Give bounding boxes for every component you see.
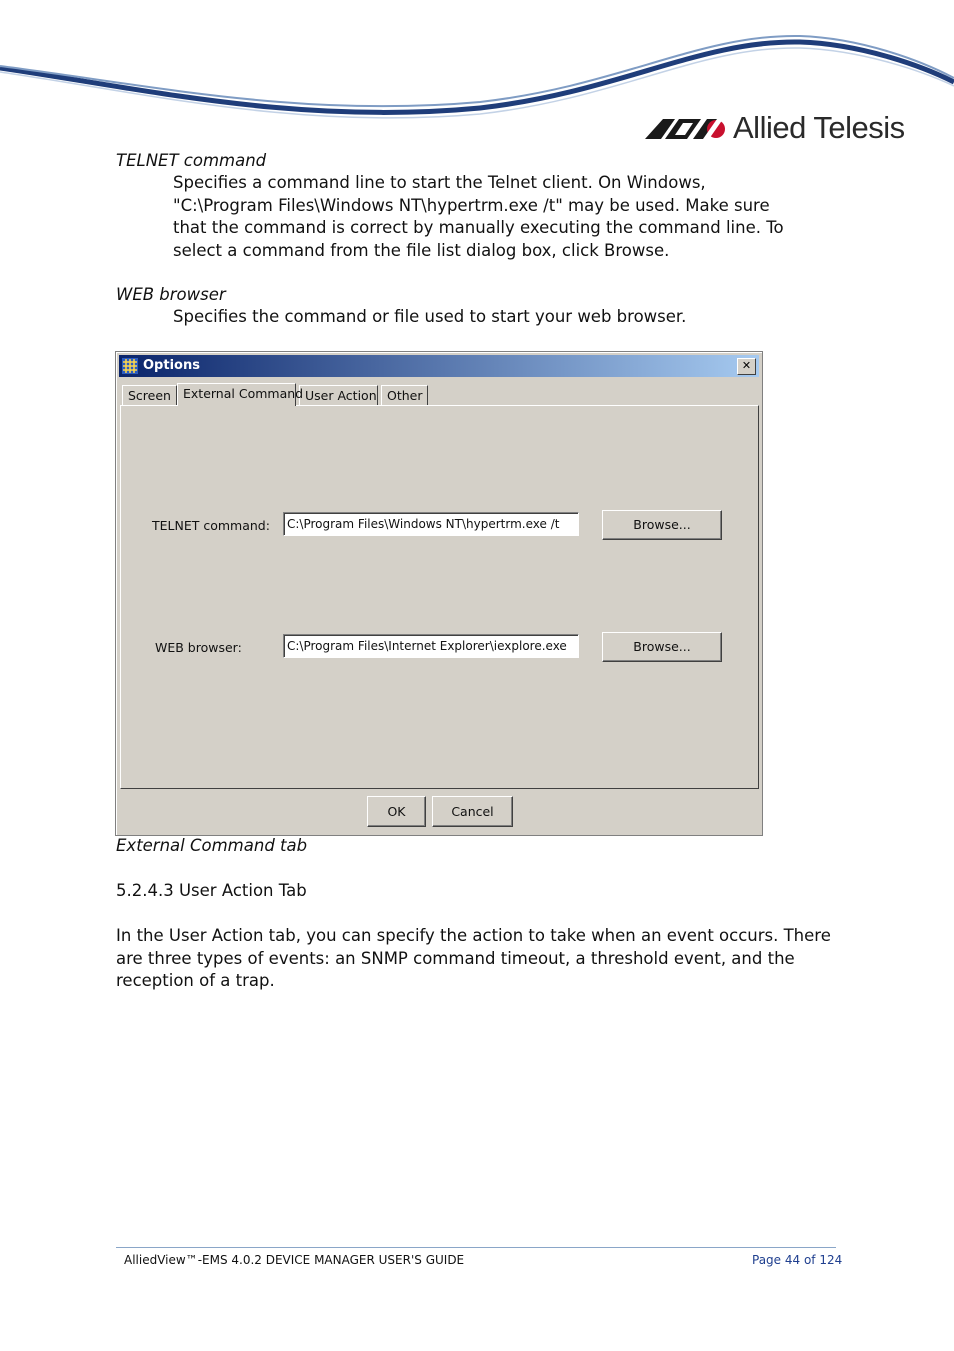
allied-telesis-logo bbox=[645, 108, 905, 148]
body-paragraph: In the User Action tab, you can specify the action to take when an event occurs. There are three types of events: an SNMP command timeout, a threshold event, and the reception of a trap. bbox=[116, 926, 831, 990]
external-command-panel bbox=[120, 405, 759, 789]
web-term: WEB browser bbox=[116, 285, 226, 304]
telnet-definition: Specifies a command line to start the Telnet client. On Windows, "C:\Program Files\Windows NT\hypertrm.exe /t" may be used. Make sure that the command is correct by manually executing the command line. To select a command from the file list dialog box, click Browse. bbox=[173, 173, 784, 260]
telnet-term: TELNET command bbox=[116, 151, 267, 170]
footer-rule bbox=[116, 1247, 836, 1248]
options-dialog bbox=[115, 351, 763, 836]
web-definition: Specifies the command or file used to start your web browser. bbox=[173, 307, 687, 326]
section-heading: 5.2.4.3 User Action Tab bbox=[116, 881, 307, 900]
telnet-command-input[interactable]: C:\Program Files\Windows NT\hypertrm.exe /t bbox=[283, 512, 579, 536]
ok-button[interactable]: OK bbox=[367, 796, 426, 827]
telnet-browse-button[interactable]: Browse... bbox=[602, 510, 722, 540]
logo-wordmark: Allied Telesis bbox=[733, 110, 905, 145]
tab-screen[interactable]: Screen bbox=[122, 385, 177, 406]
logo-mark-icon bbox=[645, 108, 729, 148]
web-browser-label: WEB browser: bbox=[155, 640, 242, 655]
close-button[interactable]: ✕ bbox=[737, 358, 756, 375]
tab-external-command[interactable]: External Command bbox=[177, 383, 296, 406]
web-browse-button[interactable]: Browse... bbox=[602, 632, 722, 662]
tab-user-action[interactable]: User Action bbox=[299, 385, 378, 406]
footer-document-title: AlliedView™-EMS 4.0.2 DEVICE MANAGER USER'S GUIDE bbox=[124, 1253, 465, 1267]
tab-other[interactable]: Other bbox=[381, 385, 428, 406]
app-grid-icon bbox=[122, 358, 138, 374]
web-browser-input[interactable]: C:\Program Files\Internet Explorer\iexplore.exe bbox=[283, 634, 579, 658]
footer-page-number: Page 44 of 124 bbox=[752, 1253, 843, 1267]
figure-caption: External Command tab bbox=[116, 836, 308, 855]
telnet-command-label: TELNET command: bbox=[152, 518, 270, 533]
cancel-button[interactable]: Cancel bbox=[432, 796, 513, 827]
dialog-title: Options bbox=[143, 358, 200, 373]
dialog-titlebar[interactable] bbox=[119, 355, 759, 377]
